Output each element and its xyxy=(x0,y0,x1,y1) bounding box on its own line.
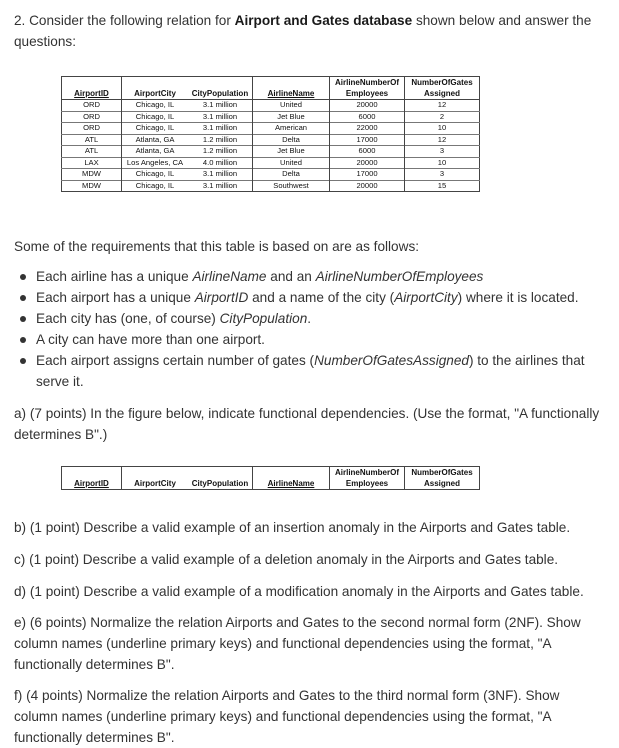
bullet-icon xyxy=(20,358,26,364)
list-item: Each airline has a unique AirlineName and an AirlineNumberOfEmployees xyxy=(20,266,585,287)
header-airline-name: AirlineName xyxy=(253,77,330,100)
bullet-icon xyxy=(20,316,26,322)
question-bold: Airport and Gates database xyxy=(234,13,413,28)
requirements-list xyxy=(20,266,585,392)
fd-header-airport-id: AirportID xyxy=(62,467,122,490)
list-item: Each airport assigns certain number of gates (NumberOfGatesAssigned) to the airlines that serve it. xyxy=(20,350,585,392)
bullet-icon xyxy=(20,295,26,301)
part-e: e) (6 points) Normalize the relation Airports and Gates to the second normal form (2NF). Show column names (underline primary keys) and functional dependencies using the format, "A functionally determines B". xyxy=(14,615,581,672)
list-item: Each airport has a unique AirportID and a name of the city (AirportCity) where it is located. xyxy=(20,287,585,308)
header-airport-city: AirportCity xyxy=(134,89,176,98)
table-row: LAX Los Angeles, CA 4.0 million United 20000 10 xyxy=(62,157,480,169)
fd-header-city-population: CityPopulation xyxy=(188,467,253,490)
fd-header-row xyxy=(62,467,480,490)
header-airport-id: AirportID xyxy=(62,77,122,100)
table-row: ORD Chicago, IL 3.1 million Jet Blue 6000 2 xyxy=(62,111,480,123)
fd-header-gates-assigned: NumberOfGates Assigned xyxy=(405,467,480,490)
airport-gates-table xyxy=(61,76,480,192)
fd-header-airport-city: AirportCity xyxy=(134,479,176,488)
part-f: f) (4 points) Normalize the relation Airports and Gates to the third normal form (3NF). Show column names (underline primary keys) and functional dependencies using the format, "A functionally determines B". xyxy=(14,688,560,745)
part-b: b) (1 point) Describe a valid example of an insertion anomaly in the Airports and Gates table. xyxy=(14,520,571,535)
fd-header-table xyxy=(61,466,480,490)
header-airline-employees: AirlineNumberOf Employees xyxy=(330,77,405,100)
list-item: A city can have more than one airport. xyxy=(20,329,585,350)
question-suffix: shown below and answer the xyxy=(412,13,592,28)
fd-header-airline-employees: AirlineNumberOf Employees xyxy=(330,467,405,490)
requirements-intro: Some of the requirements that this table is based on are as follows: xyxy=(14,239,420,254)
table-row: MDW Chicago, IL 3.1 million Delta 17000 3 xyxy=(62,169,480,181)
table-row: ATL Atlanta, GA 1.2 million Delta 17000 12 xyxy=(62,134,480,146)
table-row: ORD Chicago, IL 3.1 million American 22000 10 xyxy=(62,123,480,135)
table-header-row xyxy=(62,77,480,100)
table-row: ORD Chicago, IL 3.1 million United 20000 12 xyxy=(62,100,480,112)
part-a: a) (7 points) In the figure below, indicate functional dependencies. (Use the format, "A functionally determines B".) xyxy=(14,406,600,442)
header-city-population: CityPopulation xyxy=(188,77,253,100)
question-prefix: 2. Consider the following relation for xyxy=(14,13,235,28)
table-row: MDW Chicago, IL 3.1 million Southwest 20000 15 xyxy=(62,180,480,192)
question-text xyxy=(14,10,591,52)
table-row: ATL Atlanta, GA 1.2 million Jet Blue 6000 3 xyxy=(62,146,480,158)
bullet-icon xyxy=(20,274,26,280)
fd-header-airline-name: AirlineName xyxy=(253,467,330,490)
bullet-icon xyxy=(20,337,26,343)
part-c: c) (1 point) Describe a valid example of a deletion anomaly in the Airports and Gates table. xyxy=(14,552,559,567)
question-line2: questions: xyxy=(14,34,76,49)
list-item: Each city has (one, of course) CityPopulation. xyxy=(20,308,585,329)
part-d: d) (1 point) Describe a valid example of a modification anomaly in the Airports and Gates table. xyxy=(14,584,584,599)
header-gates-assigned: NumberOfGates Assigned xyxy=(405,77,480,100)
